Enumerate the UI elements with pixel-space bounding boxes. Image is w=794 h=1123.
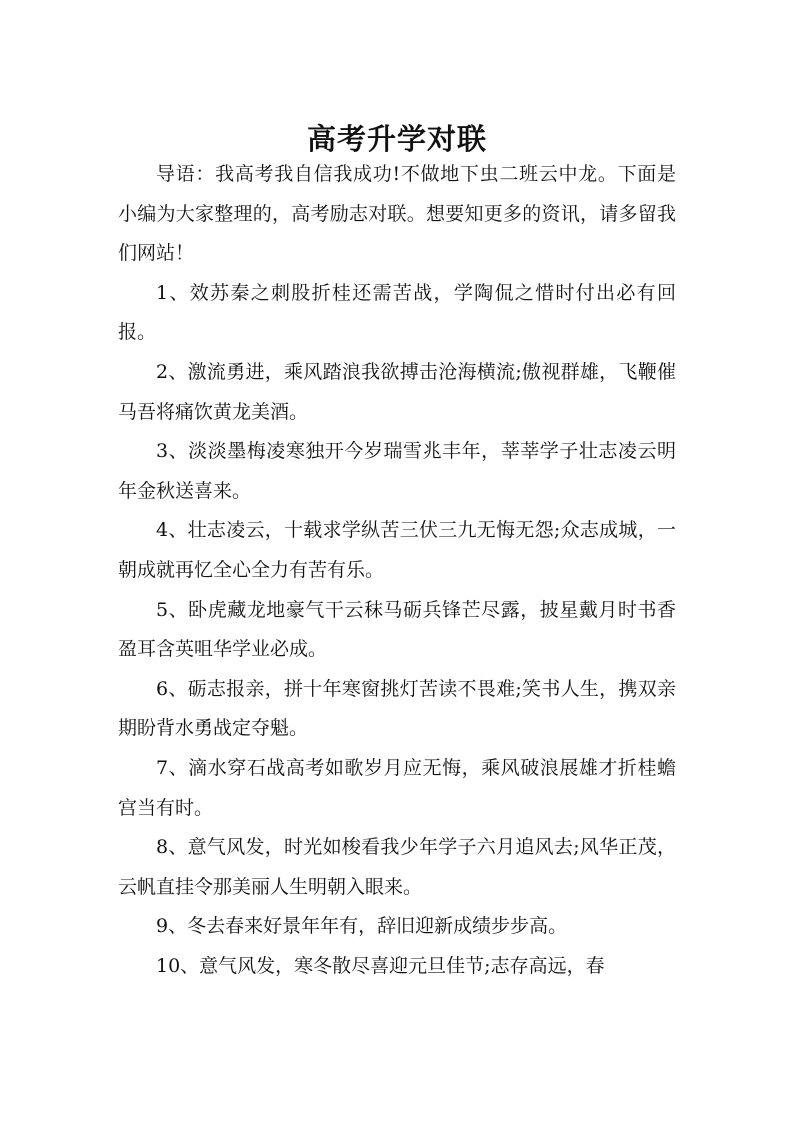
couplet-10: 10、意气风发，寒冬散尽喜迎元旦佳节;志存高远，春 (156, 954, 605, 977)
couplet-4: 4、壮志凌云，十载求学纵苦三伏三九无悔无怨;众志成城，一朝成就再忆全心全力有苦有乐。 (118, 519, 676, 581)
document-body (118, 155, 676, 986)
couplet-6: 6、砺志报亲，拼十年寒窗挑灯苦读不畏难;笑书人生，携双亲期盼背水勇战定夺魁。 (118, 677, 676, 740)
document-title: 高考升学对联 (306, 122, 487, 157)
couplet-9: 9、冬去春来好景年年有，辞旧迎新成绩步步高。 (156, 915, 568, 938)
intro-paragraph: 导语：我高考我自信我成功!不做地下虫二班云中龙。下面是小编为大家整理的，高考励志对联。想要知更多的资讯，请多留我们网站！ (118, 163, 676, 265)
couplet-7: 7、滴水穿石战高考如歌岁月应无悔，乘风破浪展雄才折桂蟾宫当有时。 (118, 756, 676, 819)
couplet-5: 5、卧虎藏龙地豪气干云秣马砺兵锋芒尽露，披星戴月时书香盈耳含英咀华学业必成。 (118, 598, 676, 661)
couplet-8: 8、意气风发，时光如梭看我少年学子六月追风去;风华正茂，云帆直挂令那美丽人生明朝入眼来。 (118, 836, 676, 898)
couplet-1: 1、效苏秦之刺股折桂还需苦战，学陶侃之惜时付出必有回报。 (118, 281, 676, 344)
couplet-2: 2、激流勇进，乘风踏浪我欲搏击沧海横流;傲视群雄，飞鞭催马吾将痛饮黄龙美酒。 (118, 360, 676, 423)
couplet-3: 3、淡淡墨梅凌寒独开今岁瑞雪兆丰年，莘莘学子壮志凌云明年金秋送喜来。 (118, 440, 676, 502)
